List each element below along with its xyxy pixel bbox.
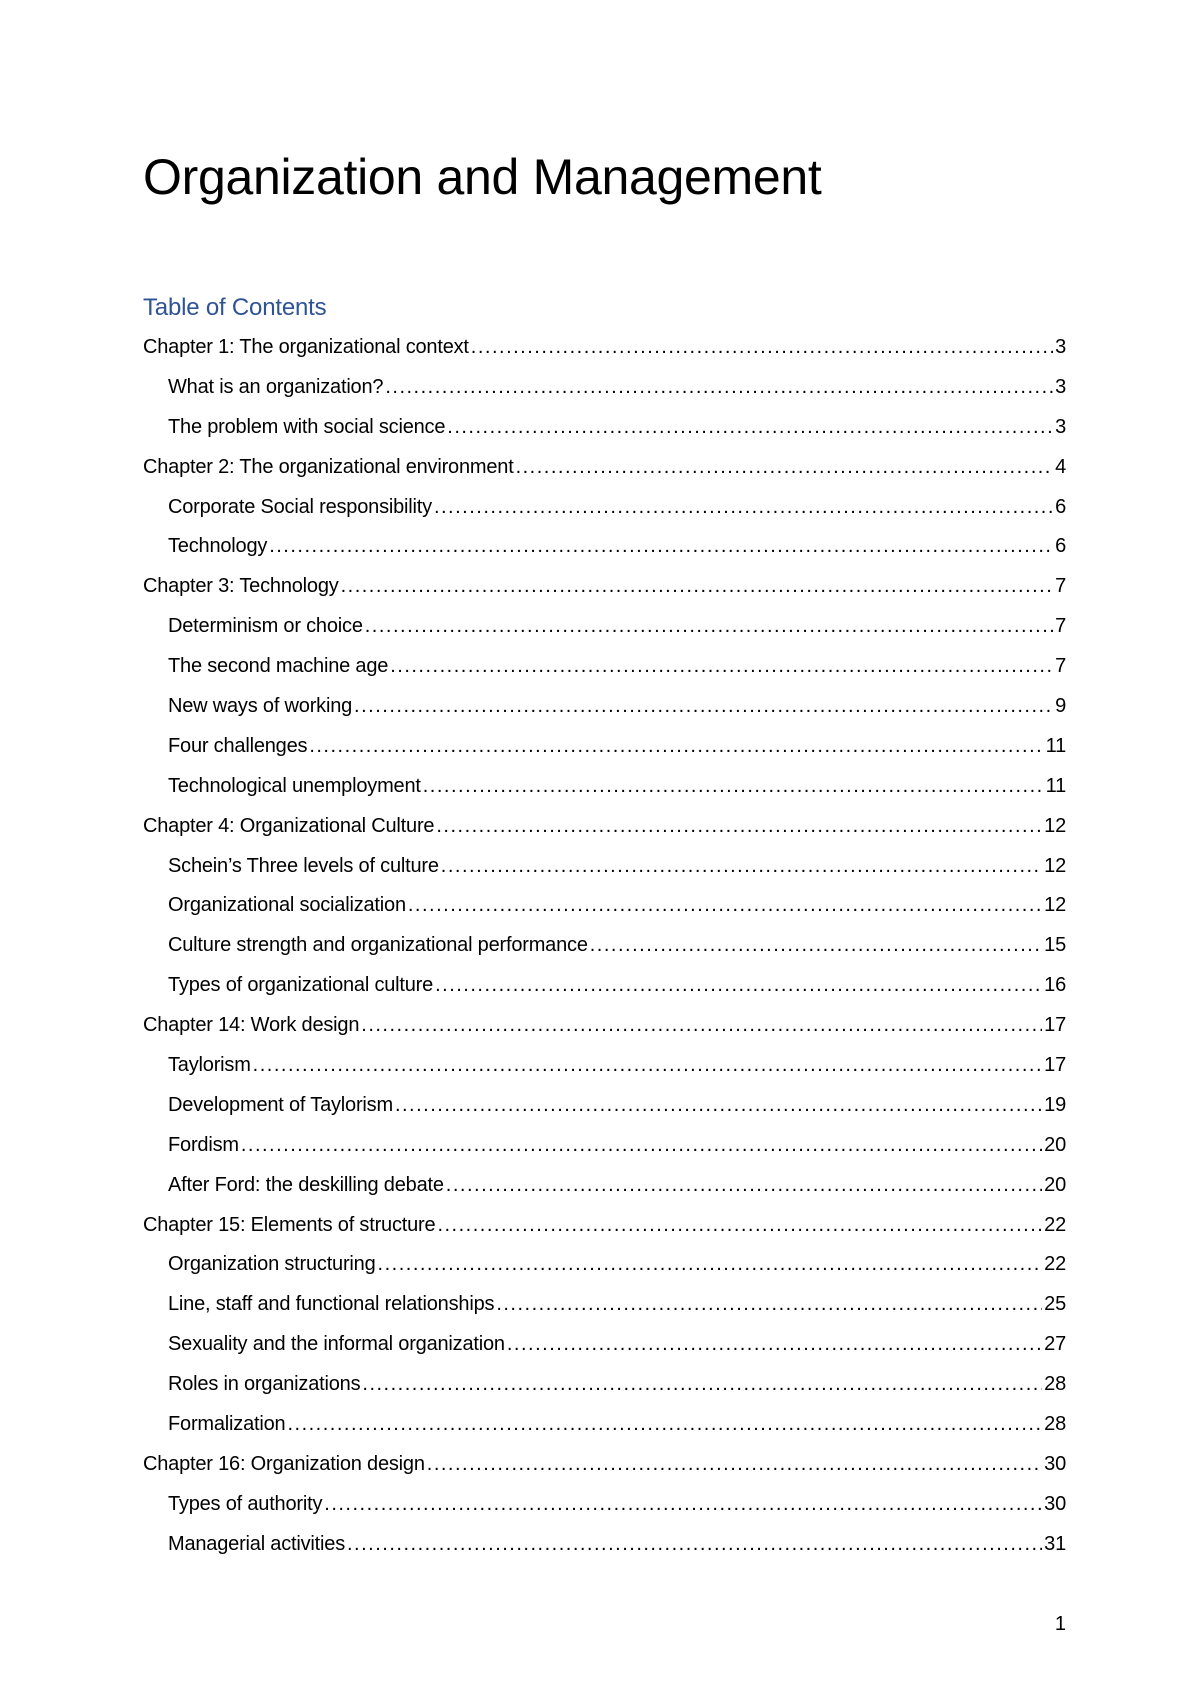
toc-entry-page: 28 xyxy=(1044,1373,1066,1396)
toc-section-entry[interactable] xyxy=(143,886,1066,926)
toc-entry-label: Chapter 1: The organizational context xyxy=(143,336,469,358)
toc-dot-leader xyxy=(447,408,1053,448)
toc-entry-page: 27 xyxy=(1044,1333,1066,1356)
toc-entry-label: After Ford: the deskilling debate xyxy=(168,1173,444,1196)
toc-section-entry[interactable] xyxy=(143,1245,1066,1285)
toc-entry-page: 15 xyxy=(1044,934,1066,957)
toc-entry-page: 19 xyxy=(1044,1093,1066,1116)
toc-section-entry[interactable] xyxy=(143,1166,1066,1206)
toc-chapter-entry[interactable] xyxy=(143,1445,1066,1485)
toc-dot-leader xyxy=(361,1006,1042,1046)
toc-entry-page: 4 xyxy=(1055,455,1066,478)
toc-section-entry[interactable] xyxy=(143,1405,1066,1445)
toc-entry-page: 30 xyxy=(1044,1492,1066,1515)
toc-dot-leader xyxy=(408,886,1042,926)
toc-entry-page: 17 xyxy=(1044,1054,1066,1077)
toc-entry-page: 3 xyxy=(1055,375,1066,398)
toc-dot-leader xyxy=(395,1086,1042,1126)
toc-entry-label: Development of Taylorism xyxy=(168,1093,393,1116)
toc-entry-page: 7 xyxy=(1055,655,1066,678)
toc-entry-label: The problem with social science xyxy=(168,415,446,438)
toc-dot-leader xyxy=(434,488,1053,528)
toc-entry-label: Roles in organizations xyxy=(168,1373,361,1396)
document-title: Organization and Management xyxy=(143,149,822,205)
toc-entry-label: Culture strength and organizational performance xyxy=(168,934,588,957)
toc-entry-label: Chapter 16: Organization design xyxy=(143,1452,425,1475)
toc-chapter-entry[interactable] xyxy=(143,1206,1066,1246)
toc-entry-page: 20 xyxy=(1044,1173,1066,1196)
toc-chapter-entry[interactable] xyxy=(143,807,1066,847)
toc-section-entry[interactable] xyxy=(143,767,1066,807)
toc-section-entry[interactable] xyxy=(143,926,1066,966)
toc-entry-page: 12 xyxy=(1044,854,1066,877)
toc-entry-page: 9 xyxy=(1055,695,1066,718)
toc-entry-page: 20 xyxy=(1044,1133,1066,1156)
toc-entry-label: New ways of working xyxy=(168,695,353,718)
toc-section-entry[interactable] xyxy=(143,1285,1066,1325)
toc-section-entry[interactable] xyxy=(143,647,1066,687)
toc-entry-page: 31 xyxy=(1044,1532,1066,1555)
toc-section-entry[interactable] xyxy=(143,408,1066,448)
toc-entry-page: 30 xyxy=(1044,1452,1066,1475)
toc-dot-leader xyxy=(436,807,1042,847)
toc-entry-page: 22 xyxy=(1044,1213,1066,1236)
toc-dot-leader xyxy=(385,368,1053,408)
toc-chapter-entry[interactable] xyxy=(143,448,1066,488)
toc-section-entry[interactable] xyxy=(143,1365,1066,1405)
toc-entry-label: Technology xyxy=(168,535,268,558)
toc-entry-page: 3 xyxy=(1055,415,1066,438)
table-of-contents xyxy=(143,328,1066,1565)
toc-dot-leader xyxy=(423,767,1044,807)
toc-entry-label: Managerial activities xyxy=(168,1532,345,1555)
toc-dot-leader xyxy=(496,1285,1042,1325)
toc-entry-label: Sexuality and the informal organization xyxy=(168,1333,505,1356)
toc-section-entry[interactable] xyxy=(143,368,1066,408)
toc-entry-page: 12 xyxy=(1044,814,1066,837)
toc-section-entry[interactable] xyxy=(143,847,1066,887)
toc-chapter-entry[interactable] xyxy=(143,328,1066,368)
toc-dot-leader xyxy=(269,527,1053,567)
toc-entry-label: Chapter 2: The organizational environment xyxy=(143,455,514,478)
toc-dot-leader xyxy=(253,1046,1042,1086)
toc-dot-leader xyxy=(365,607,1053,647)
toc-entry-label: Determinism or choice xyxy=(168,615,363,638)
toc-dot-leader xyxy=(324,1485,1042,1525)
toc-heading: Table of Contents xyxy=(143,294,327,321)
toc-entry-label: Technological unemployment xyxy=(168,774,421,797)
toc-dot-leader xyxy=(362,1365,1042,1405)
toc-section-entry[interactable] xyxy=(143,1126,1066,1166)
toc-dot-leader xyxy=(347,1525,1042,1565)
toc-section-entry[interactable] xyxy=(143,727,1066,767)
toc-section-entry[interactable] xyxy=(143,607,1066,647)
toc-dot-leader xyxy=(590,926,1042,966)
toc-entry-label: Organization structuring xyxy=(168,1253,376,1276)
toc-entry-label: Chapter 14: Work design xyxy=(143,1014,360,1037)
toc-dot-leader xyxy=(287,1405,1042,1445)
toc-entry-label: Organizational socialization xyxy=(168,894,406,917)
toc-entry-label: Taylorism xyxy=(168,1054,251,1077)
toc-chapter-entry[interactable] xyxy=(143,1006,1066,1046)
toc-dot-leader xyxy=(507,1325,1042,1365)
page-number: 1 xyxy=(1054,1613,1066,1635)
toc-section-entry[interactable] xyxy=(143,1485,1066,1525)
toc-entry-page: 11 xyxy=(1045,734,1066,757)
toc-dot-leader xyxy=(427,1445,1042,1485)
toc-entry-label: Schein’s Three levels of culture xyxy=(168,854,439,877)
toc-section-entry[interactable] xyxy=(143,1086,1066,1126)
toc-dot-leader xyxy=(354,687,1053,727)
toc-entry-label: The second machine age xyxy=(168,655,389,678)
toc-entry-label: What is an organization? xyxy=(168,375,384,398)
toc-entry-label: Types of organizational culture xyxy=(168,974,434,997)
toc-dot-leader xyxy=(435,966,1042,1006)
toc-dot-leader xyxy=(441,847,1042,887)
toc-entry-label: Fordism xyxy=(168,1133,239,1156)
toc-entry-page: 17 xyxy=(1044,1014,1066,1037)
toc-entry-page: 3 xyxy=(1055,336,1066,358)
toc-entry-page: 28 xyxy=(1044,1413,1066,1436)
toc-section-entry[interactable] xyxy=(143,1325,1066,1365)
toc-dot-leader xyxy=(390,647,1053,687)
toc-entry-page: 22 xyxy=(1044,1253,1066,1276)
toc-dot-leader xyxy=(241,1126,1042,1166)
toc-dot-leader xyxy=(341,567,1053,607)
toc-section-entry[interactable] xyxy=(143,687,1066,727)
toc-section-entry[interactable] xyxy=(143,527,1066,567)
toc-entry-label: Four challenges xyxy=(168,734,308,757)
toc-entry-page: 6 xyxy=(1055,535,1066,558)
toc-section-entry[interactable] xyxy=(143,1525,1066,1565)
toc-dot-leader xyxy=(471,328,1053,368)
toc-entry-label: Types of authority xyxy=(168,1492,323,1515)
toc-chapter-entry[interactable] xyxy=(143,567,1066,607)
toc-entry-page: 7 xyxy=(1055,615,1066,638)
toc-dot-leader xyxy=(309,727,1043,767)
toc-entry-page: 12 xyxy=(1044,894,1066,917)
toc-entry-label: Corporate Social responsibility xyxy=(168,495,432,518)
toc-dot-leader xyxy=(446,1166,1042,1206)
toc-entry-page: 11 xyxy=(1045,774,1066,797)
toc-dot-leader xyxy=(378,1245,1043,1285)
toc-section-entry[interactable] xyxy=(143,1046,1066,1086)
toc-entry-page: 7 xyxy=(1055,575,1066,598)
toc-entry-page: 25 xyxy=(1044,1293,1066,1316)
toc-entry-page: 6 xyxy=(1055,495,1066,518)
toc-entry-label: Chapter 3: Technology xyxy=(143,575,339,598)
toc-entry-label: Chapter 15: Elements of structure xyxy=(143,1213,436,1236)
toc-entry-label: Formalization xyxy=(168,1413,286,1436)
toc-dot-leader xyxy=(437,1206,1042,1246)
toc-section-entry[interactable] xyxy=(143,488,1066,528)
toc-dot-leader xyxy=(516,448,1054,488)
toc-section-entry[interactable] xyxy=(143,966,1066,1006)
toc-entry-label: Line, staff and functional relationships xyxy=(168,1293,495,1316)
toc-entry-page: 16 xyxy=(1044,974,1066,997)
toc-entry-label: Chapter 4: Organizational Culture xyxy=(143,814,435,837)
